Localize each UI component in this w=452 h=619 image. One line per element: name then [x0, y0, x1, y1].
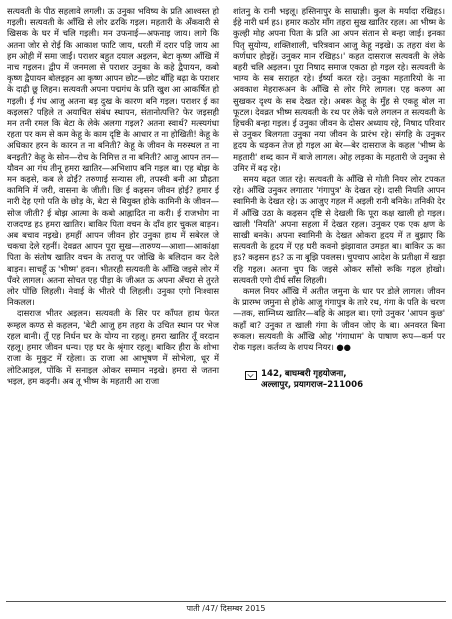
paragraph: दासराज भीतर अइलन। सत्यवती के सिर पर काँपत हाथ फेरत रूम्हल कण्ठ से कहलन, 'बेटी आजु हम तहरा के उचित स्थान पर भेज रहल बानी। तूँ एह निर्धन घर के योग्य ना रहलू। हमरा खातिर तूँ वरदान रहलू। हमार जीवन धन्य। एह घर के श्रृंगार रहलू। बाकिर हीरा के शोभा राजा के मुकुट में रहेला। ऊ राजा आ आभूषण में सोभेला, धूर में लोटिआइल, पोंकि में सनाइल ओकर सम्मान नइखे। हमरा से जतना भइल, हम कइनी। अब तू भीष्म के महतारी आ राजा — [7, 308, 219, 386]
paragraph — [233, 286, 445, 353]
paragraph: शांतनु के रानी भइलू। हस्तिनापुर के साम्राज्ञी। कुल के मर्यादा रखिहऽ। ईहे नारी धर्म हऽ। हमार कठोर माँग तहरा सुख खातिर रहल। आ भीष्म के कुल्ही मोह अपना पिता के प्रति आ अपन संतान से बन्हा जाई। इनका पितृ सुयोग्य, शक्तिशाली, चरित्रवान आजु केहू नइखे। ऊ तहरा वंश के कर्णधार होइहें। उनुकर मान रखिहऽ।' कहत दासराज सत्यवती के लेके बहरी चलि अइलन। पूरा निषाद समाज एकठा हो गइल रहे। सत्यवती के भाग्य के सब सराहत रहे। ईर्ष्या करत रहे। उनुका महतारियो के ना अवकाश मेहरारूअन के आँखि से लोर गिरे लागल। एह करुण आ सुखकर दृश्य के सब देखत रहे। अबरू केहू के मुँह से एकहू बोल ना फूटल। देवव्रत भीष्म सत्यवती के रथ पर लेके चले लगलन त सत्यवती के हिचकी बन्हा गइल। ई उनुका जीवन के दोसर अध्याय रहे, निषाद परिवार से उनुकर बिलगता उनुका नया जीवन के प्रारंभ रहे। संगहि के उनुकर हृदय के धड़कन तेज हो गइल आ बेर—बेर दासराज के कहल 'भीष्म के महतारी' शब्द कान में बाजे लागल। ओह लड़का के महतारी जे उनुका से उमिर में बढ़ रहे। — [233, 6, 445, 173]
paragraph: सत्यवती के पीठ सहलावे लगली। ऊ उनुका भविष्य के प्रति आश्वस्त हो गइली। सत्यवती के आँखि से लोर ढरकि गइल। महतारी के अँकवारी से खिसक के घर में चलि गइली। मन उफनाई—अफनाइ जाय। लागे कि अतना जोर से रोई कि आकाश फाटि जाय, धरती में दरार पड़ि जाय आ हम ओही में समा जाईं। पराशर बहुत दयाल अइलन, बेटा कृष्ण आँखि में नाच गइलन। द्वीप में जनमला से पराशर उनुका के कहे द्वैपायन, कबो कृष्ण द्वैपायन बोलइहन आ कृष्ण आपन छोट—छोट बाँहि बढ़ा के पराशर के दाढ़ी छू लिहन। सत्यवती अपना पद्मगंध के प्रति खुश आ आकर्षित हो गइली। ई गंध आजु अतना बड़ दुख के कारण बनि गइल। पराशर ई का कइलस? पहिले त अयाचित संबंध स्थापन, संतानोत्पत्ति? फेर जइसही मन तनी रमल कि बेटा के लेके अलगा गइल? अतना स्वार्थ? मत्स्यगंधा रहता पर कम से कम केहू के काम दृष्टि के आधार त ना होखिती! केहू के अधिकार हरन के कारन त ना बनिती? केहू के जीवन के मरुस्थल त ना बनइती? केहू के सोन—रोच के निमित्त त ना बनिती? आजु आपन तन—यौवन आ गंध तीनू हमरा खातिर—अभिशाप बनि गइल बा। एह बोझ के मन कइसे, कब ले ढोईं? तरुणाई सन्यास ली, तपस्वी बनी आ प्रौढ़ता कामिनि में जरी, वासना के जीती। छिः ई कइसन जीवन होई? हमार ई नारी देह एगो पति के छोड़ के, बेटा से बियुक्त होके कामिनी के जीवन—सोज जीती? ई बोझ आत्मा के कबो आह्लादित ना करी। ई राजभोग ना राजदण्ड हऽ हमरा खातिर। बाकिर पिता वचन के दाँव हार चुकल बाड़न। अब बचाव नइखे। हमहीं आपन जीवन होर उनुका हाथ में सबेरल जे चकचा देले रहनीं। देवव्रत आपन पूरा सुख—तारुण्य—आशा—आकांक्षा पिता के संतोष खातिर वचन के तराजू पर जोखि के बलिदान कर देले बाड़न। साचहूँ ऊ 'भीष्म' हवन। भीतरही सत्यवती के आँखि जइसे लोर में पँवरे लागल। अतना सोचत एह पीड़ा के जीअत ऊ अपना अँचरा से तुरते लोर पोंछि लिहली। नेवाई के भीतरे पी लिहली। उनुका एगो निःश्वास निकलल। — [7, 6, 219, 308]
envelope-icon — [245, 371, 257, 380]
paragraph-text: कमल नियर आँखि में अतीत जमुना के धार पर डोले लागल। जीवन के प्रारम्भ जमुना से होके आजु गंगापुत्र के तारे रथ, गंगा के पति के चरण—तक, साम्निध्य खातिर—बहि के आइल बा। एगो उनुकर 'आपन कुछ' कहाँ बा? उनुका त खाली गंगा के जीवन जोए के बा। अनवरत बिना रूकल। सत्यवती के आँखि ओह 'गंगाधाम' के पाषाण रूप—कर्म पर रोक गइल। कर्तव्य के शपथ नियर। — [233, 286, 445, 353]
paragraph: समय बढ़त जात रहे। सत्यवती के आँखि से गोती नियर लोर टपकत रहे। आँखि उनुकर लगातार 'गंगापुत्र' के देखत रहे। दासी नियति आपन स्वामिनी के देखत रहे। ऊ आजुए गहल में अइली रानी बनिके। तनिकी देर में आँखि उठा के कइसन दृष्टि से देखली कि पूरा कक्ष खाली हो गइल। खाली 'नियति' अपना सहला में देखत रहल। उनुकर एक एक क्षण के साखी बनके। अपना स्वामिनी के देखत ओकरा हृदय में त बुझाए कि सत्यवती के हृदय में एह घरी कवनो झंझावात उमड़त बा। बाकिर ऊ का हऽ? कइसन हऽ? ऊ ना बूझि पवलस। चुपचाप आदेश के प्रतीक्षा में खड़ा रहि गइल। अतना चुप कि जइसे ओकर साँसो रूकि गइल होखो। सत्यवती एगो दीर्घ साँस लिहली। — [233, 174, 445, 285]
page-footer: पाती /47/ दिसम्बर 2015 — [186, 604, 266, 613]
end-mark: ●● — [336, 342, 351, 353]
address-line-1: 142, बाघम्बरी गृहयोजना, — [261, 369, 347, 380]
right-column — [233, 6, 445, 391]
footer-divider — [6, 601, 446, 602]
address-line-2: अल्लापुर, प्रयागराज–211006 — [261, 380, 364, 391]
left-column — [7, 6, 219, 387]
author-address — [233, 369, 445, 391]
address-lines — [261, 369, 363, 391]
